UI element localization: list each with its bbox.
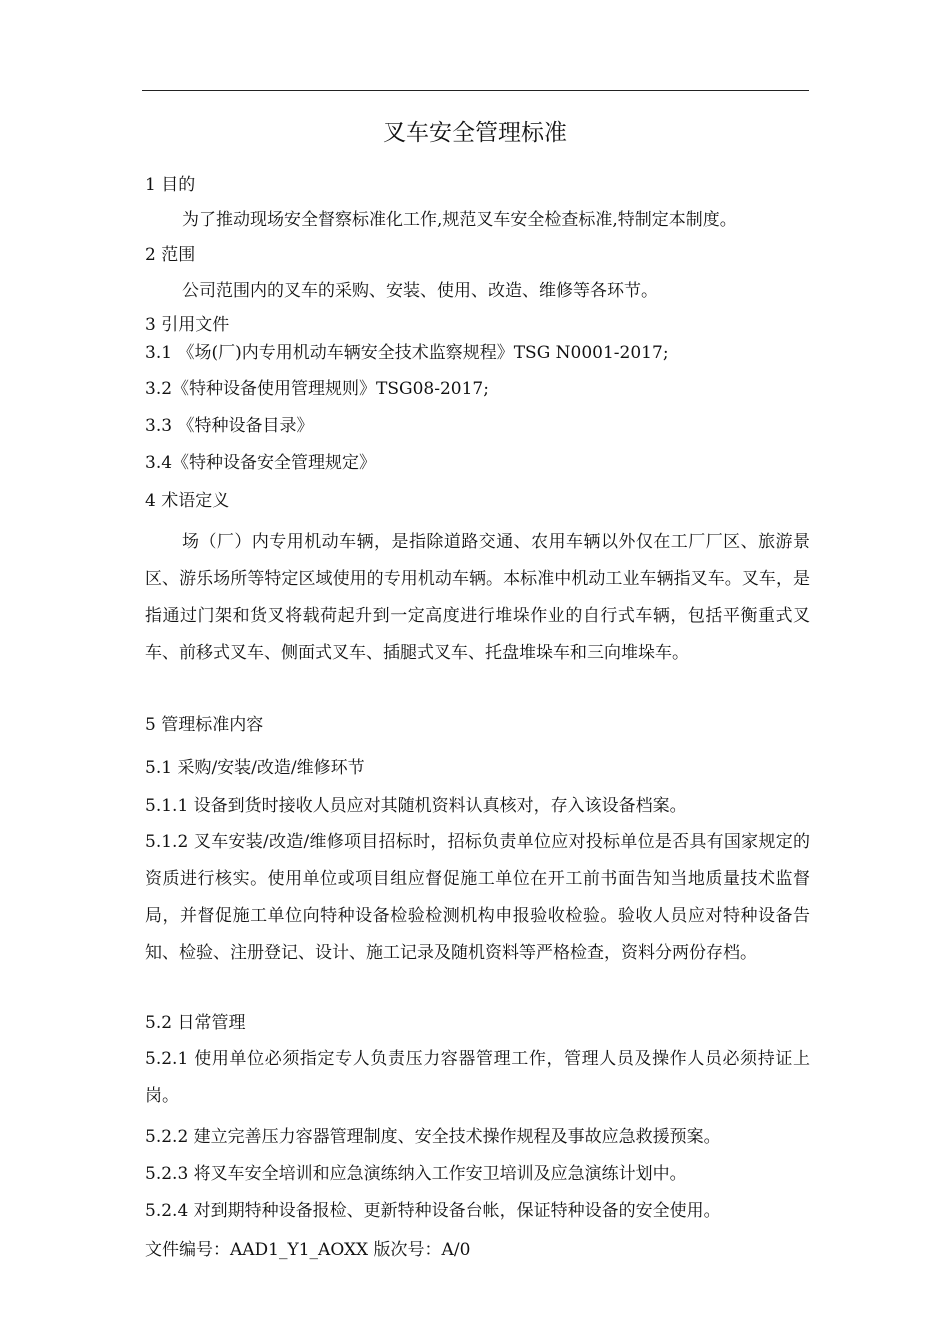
reference-item: 3.4《特种设备安全管理规定》 <box>145 453 377 473</box>
clause-5-1-2-paragraph <box>145 824 810 972</box>
section-3-heading: 3 引用文件 <box>145 315 230 335</box>
clause-5-2-1: 5.2.1 使用单位必须指定专人负责压力容器管理工作，管理人员及操作人员必须持证上岗。 <box>145 1049 810 1106</box>
section-1-heading: 1 目的 <box>145 175 196 195</box>
clause-5-1-1: 5.1.1 设备到货时接收人员应对其随机资料认真核对，存入该设备档案。 <box>145 796 687 816</box>
clause-5-2-1-paragraph <box>145 1041 810 1115</box>
definition-paragraph <box>145 524 810 672</box>
reference-item: 3.1 《场(厂)内专用机动车辆安全技术监察规程》TSG N0001-2017; <box>145 343 669 363</box>
clause-5-1-2: 5.1.2 叉车安装/改造/维修项目招标时，招标负责单位应对投标单位是否具有国家规定的资质进行核实。使用单位或项目组应督促施工单位在开工前书面告知当地质量技术监督局，并督促施工单位向特种设备检验检测机构申报验收检验。验收人员应对特种设备告知、检验、注册登记、设计、施工记录及随机资料等严格检查，资料分两份存档。 <box>145 832 810 963</box>
section-4-heading: 4 术语定义 <box>145 491 230 511</box>
section-5-heading: 5 管理标准内容 <box>145 715 264 735</box>
document-footer: 文件编号：AAD1_Y1_AOXX 版次号：A/0 <box>145 1240 471 1260</box>
reference-item: 3.2《特种设备使用管理规则》TSG08-2017; <box>145 379 489 399</box>
document-title: 叉车安全管理标准 <box>383 120 567 146</box>
section-2-text: 公司范围内的叉车的采购、安装、使用、改造、维修等各环节。 <box>182 281 658 301</box>
definition-text: 场（厂）内专用机动车辆，是指除道路交通、农用车辆以外仅在工厂厂区、旅游景区、游乐场所等特定区域使用的专用机动车辆。本标准中机动工业车辆指叉车。叉车，是指通过门架和货叉将载荷起升到一定高度进行堆垛作业的自行式车辆，包括平衡重式叉车、前移式叉车、侧面式叉车、插腿式叉车、托盘堆垛车和三向堆垛车。 <box>145 532 810 663</box>
header-rule <box>142 90 809 91</box>
clause-5-2-4: 5.2.4 对到期特种设备报检、更新特种设备台帐，保证特种设备的安全使用。 <box>145 1201 721 1221</box>
reference-item: 3.3 《特种设备目录》 <box>145 416 314 436</box>
subsection-5-2-heading: 5.2 日常管理 <box>145 1013 246 1033</box>
section-1-text: 为了推动现场安全督察标准化工作,规范叉车安全检查标准,特制定本制度。 <box>182 210 737 230</box>
subsection-5-1-heading: 5.1 采购/安装/改造/维修环节 <box>145 758 365 778</box>
clause-5-2-3: 5.2.3 将叉车安全培训和应急演练纳入工作安卫培训及应急演练计划中。 <box>145 1164 687 1184</box>
clause-5-2-2: 5.2.2 建立完善压力容器管理制度、安全技术操作规程及事故应急救援预案。 <box>145 1127 721 1147</box>
section-2-heading: 2 范围 <box>145 245 196 265</box>
